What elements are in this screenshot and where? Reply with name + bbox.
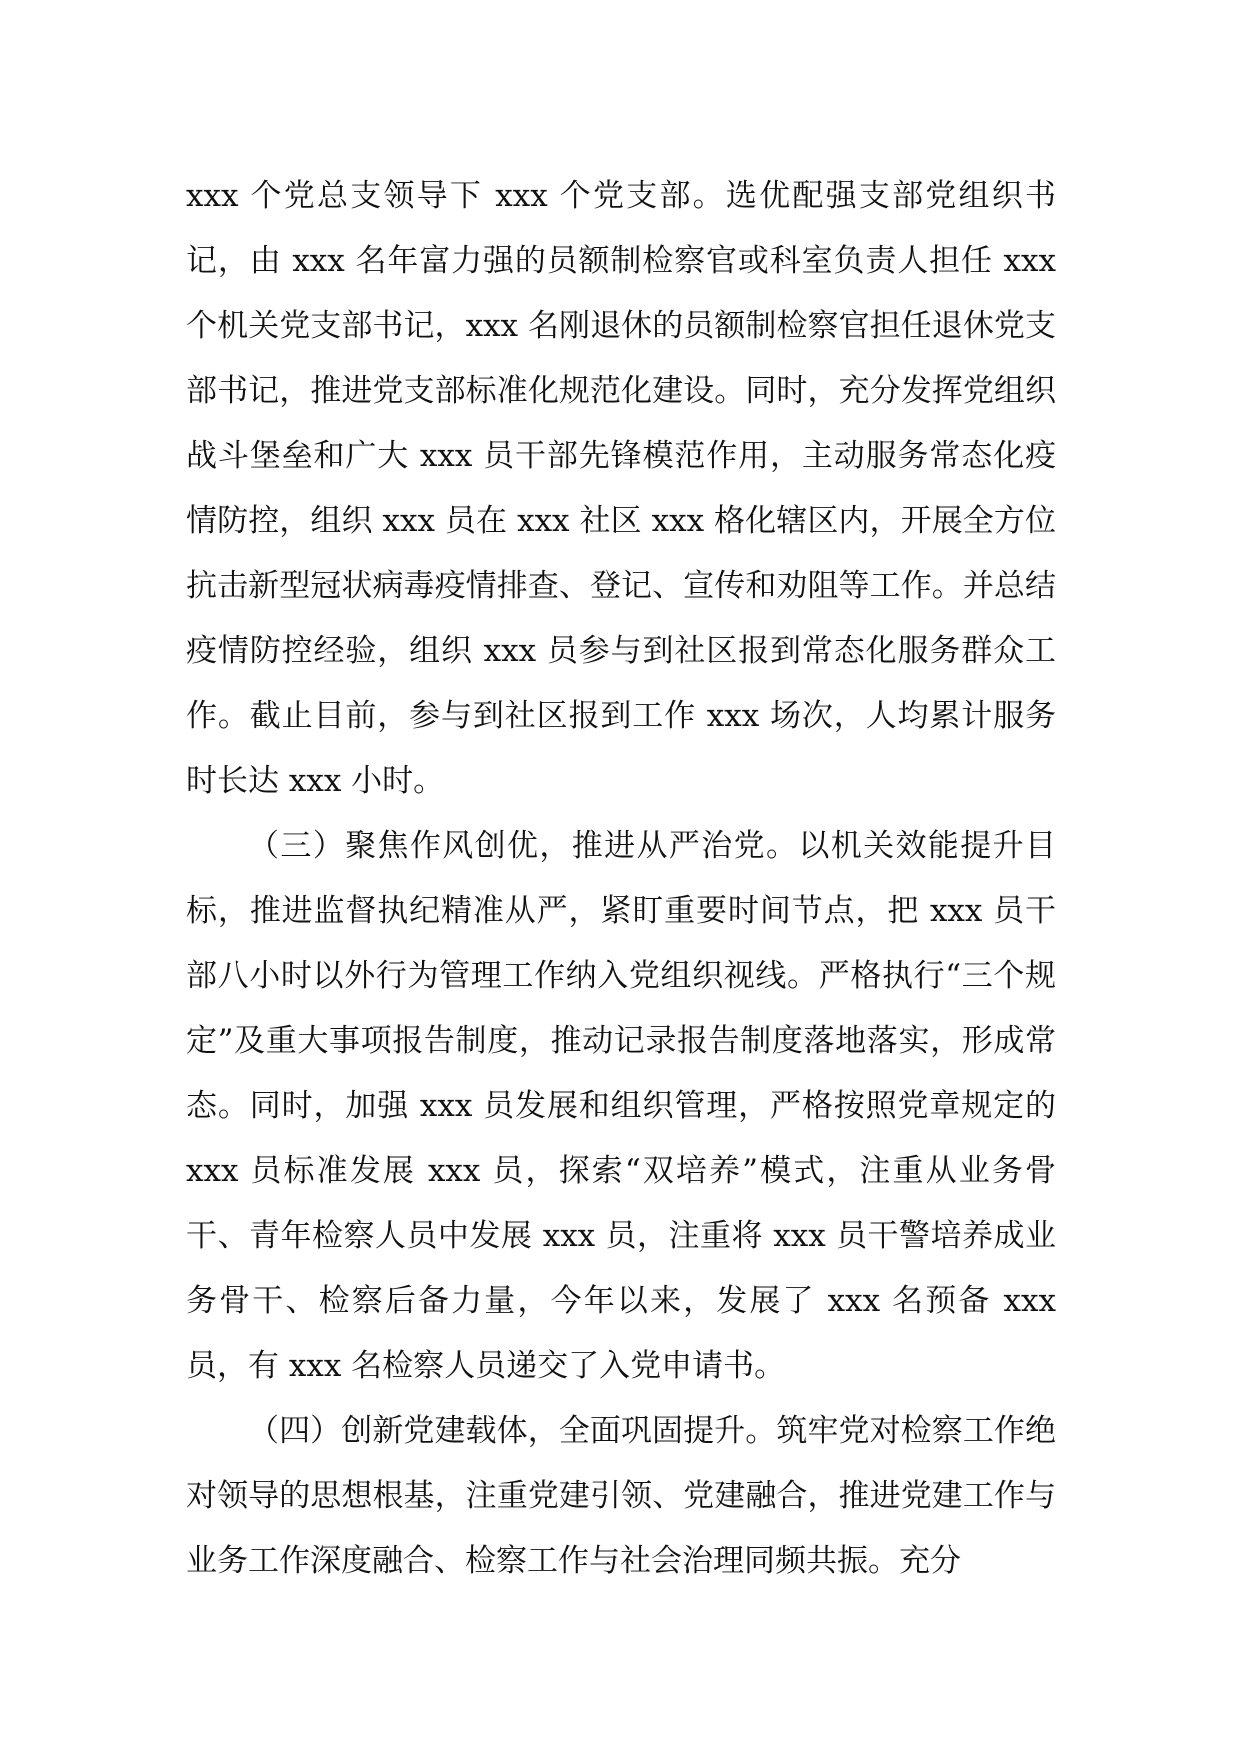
paragraph-section-three: （三）聚焦作风创优，推进从严治党。以机关效能提升目标，推进监督执纪精准从严，紧盯重要时间节点，把 xxx 员干部八小时以外行为管理工作纳入党组织视线。严格执行“三个规定”及重大事项报告制度，推动记录报告制度落地落实，形成常态。同时，加强 xxx 员发展和组织管理，严格按照党章规定的 xxx 员标准发展 xxx 员，探索“双培养”模式，注重从业务骨干、青年检察人员中发展 xxx 员，注重将 xxx 员干警培养成业务骨干、检察后备力量，今年以来，发展了 xxx 名预备 xxx 员，有 xxx 名检察人员递交了入党申请书。 [186,828,1056,1384]
paragraph-continuation: xxx 个党总支领导下 xxx 个党支部。选优配强支部党组织书记，由 xxx 名年富力强的员额制检察官或科室负责人担任 xxx 个机关党支部书记，xxx 名刚退休的员额制检察官担任退休党支部书记，推进党支部标准化规范化建设。同时，充分发挥党组织战斗堡垒和广大 xxx 员干部先锋模范作用，主动服务常态化疫情防控，组织 xxx 员在 xxx 社区 xxx 格化辖区内，开展全方位抗击新型冠状病毒疫情排查、登记、宣传和劝阻等工作。并总结疫情防控经验，组织 xxx 员参与到社区报到常态化服务群众工作。截止目前，参与到社区报到工作 xxx 场次，人均累计服务时长达 xxx 小时。 [186,178,1056,799]
document-body [186,164,1056,1594]
paragraph-section-four: （四）创新党建载体，全面巩固提升。筑牢党对检察工作绝对领导的思想根基，注重党建引领、党建融合，推进党建工作与业务工作深度融合、检察工作与社会治理同频共振。充分 [186,1413,1056,1579]
